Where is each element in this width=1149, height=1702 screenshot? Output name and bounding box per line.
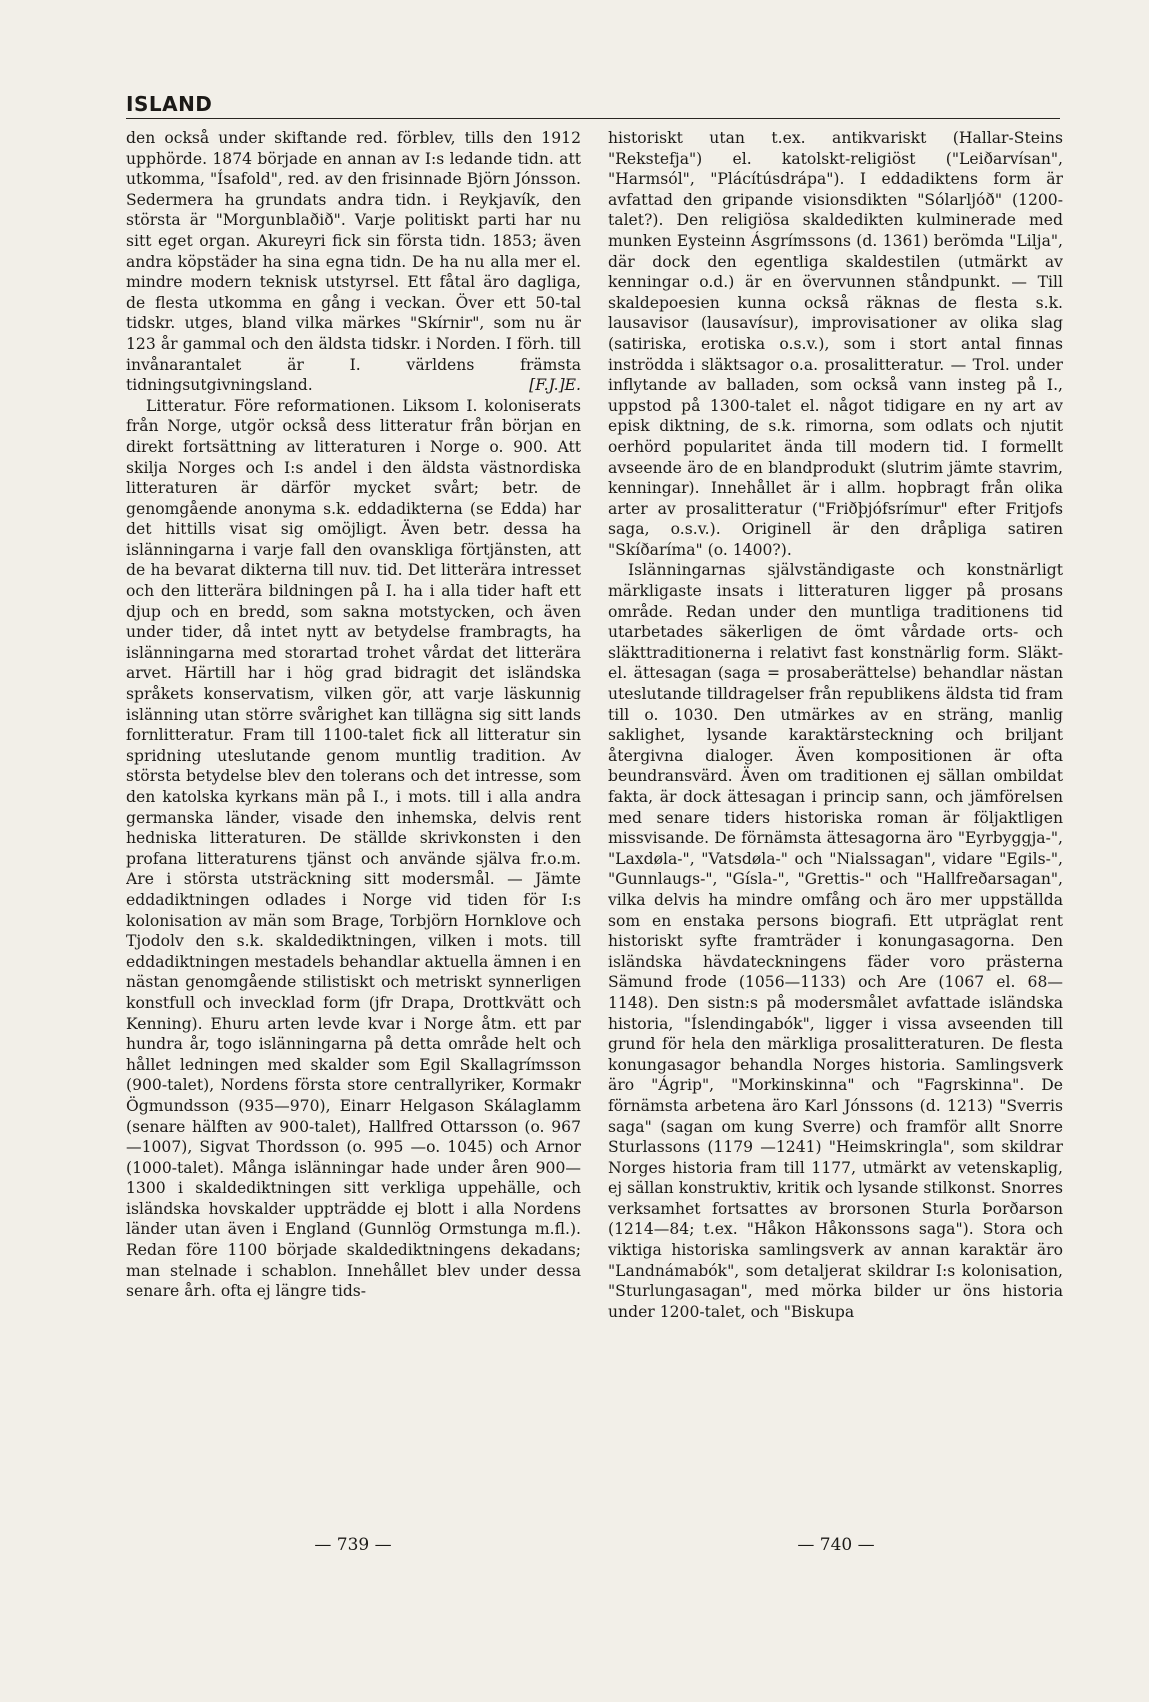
paragraph — [126, 128, 581, 396]
paragraph: historiskt utan t.ex. antikvariskt (Hallar-Steins "Rekstefja") el. katolskt-religiöst ("Leiðarvísan", "Harmsól", "Plácítúsdrápa"). I eddadiktens form är avfattad den gripande visionsdikten "Sólarljóð" (1200-talet?). Den religiösa skaldedikten kulminerade med munken Eysteinn Ásgrímssons (d. 1361) berömda "Lilja", där dock den egentliga skaldestilen (utmärkt av kenningar o.d.) är en övervunnen ståndpunkt. — Till skaldepoesien kunna också räknas de flesta s.k. lausavisor (lausavísur), improvisationer av olika slag (satiriska, erotiska o.s.v.), som i stort antal finnas inströdda i släktsagor o.a. prosalitteratur. — Trol. under inflytande av balladen, som också vann insteg på I., uppstod på 1300-talet el. något tidigare en ny art av episk diktning, de s.k. rimorna, som odlats och njutit oerhörd popularitet ända till modern tid. I formellt avseende äro de en blandprodukt (slutrim jämte stavrim, kenningar). Innehållet är i allm. hopbragt från olika arter av prosalitteratur ("Friðþjófsrímur" efter Fritjofs saga, o.s.v.). Originell är den dråpliga satiren "Skíðaríma" (o. 1400?). — [608, 129, 1063, 559]
left-column — [126, 128, 581, 1528]
header-title: ISLAND — [126, 92, 213, 116]
page-number-right: — 740 — — [797, 1535, 875, 1555]
right-column — [608, 128, 1063, 1528]
paragraph-text: den också under skiftande red. förblev, tills den 1912 upphörde. 1874 började en annan av I:s ledande tidn. att utkomma, "Ísafold", red. av den frisinnade Björn Jónsson. Sedermera ha grundats andra tidn. i Reykjavík, den största är "Morgunblaðið". Varje politiskt parti har nu sitt eget organ. Akureyri fick sin första tidn. 1853; även andra köpstäder ha sina egna tidn. De ha nu alla mer el. mindre modern teknisk utstyrsel. Ett fåtal äro dagliga, de flesta utkomma en gång i veckan. Över ett 50-tal tidskr. utges, bland vilka märkes "Skírnir", som nu är 123 år gammal och den äldsta tidskr. i Norden. I förh. till invånarantalet är I. världens främsta tidningsutgivningsland. — [126, 129, 581, 395]
author-signature: [F.J.]E. — [529, 376, 581, 395]
page-number-left: — 739 — — [314, 1535, 392, 1555]
running-header — [126, 88, 1060, 119]
paragraph: Islänningarnas självständigaste och konstnärligt märkligaste insats i litteraturen ligger på prosans område. Redan under den muntliga traditionens tid utarbetades säkerligen de ömt vårdade orts- och släkttraditionerna i relativt fast konstnärlig form. Släkt- el. ättesagan (saga = prosaberättelse) behandlar nästan uteslutande tilldragelser från republikens äldsta tid fram till o. 1030. Den utmärkes av en sträng, manlig saklighet, lysande karaktärsteckning och briljant återgivna dialoger. Även kompositionen är ofta beundransvärd. Även om traditionen ej sällan ombildat fakta, är dock ättesagan i princip sann, och jämförelsen med senare tiders historiska roman är följaktligen missvisande. De förnämsta ättesagorna äro "Eyrbyggja-", "Laxdøla-", "Vatsdøla-" och "Nialssagan", vidare "Egils-", "Gunnlaugs-", "Gísla-", "Grettis-" och "Hallfreðarsagan", vilka delvis ha mindre omfång och äro mer uppställda som en enstaka persons biografi. Ett utpräglat rent historiskt syfte framträder i konungasagorna. Den isländska hävdateckningens fäder voro prästerna Sämund frode (1056—1133) och Are (1067 el. 68—1148). Den sistn:s på modersmålet avfattade isländska historia, "Íslendingabók", ligger i vissa avseenden till grund för hela den märkliga prosalitteraturen. De flesta konungasagor behandla Norges historia. Samlingsverk äro "Ágrip", "Morkinskinna" och "Fagrskinna". De förnämsta arbetena äro Karl Jónssons (d. 1213) "Sverris saga" (sagan om kung Sverre) och framför allt Snorre Sturlassons (1179 —1241) "Heimskringla", som skildrar Norges historia fram till 1177, utmärkt av vetenskaplig, ej sällan konstruktiv, kritik och lysande stilkonst. Snorres verksamhet fortsattes av brorsonen Sturla Þorðarson (1214—84; t.ex. "Håkon Håkonssons saga"). Stora och viktiga historiska samlingsverk av annan karaktär äro "Landnámabók", som detaljerat skildrar I:s kolonisation, "Sturlungasagan", med mörka bilder ur öns historia under 1200-talet, och "Biskupa — [608, 561, 1063, 1321]
paragraph: Litteratur. Före reformationen. Liksom I. koloniserats från Norge, utgör också dess litteratur från början en direkt fortsättning av litteraturen i Norge o. 900. Att skilja Norges och I:s andel i den äldsta västnordiska litteraturen är därför mycket svårt; betr. de genomgående anonyma s.k. eddadikterna (se Edda) har det hittills visat sig omöjligt. Även betr. dessa ha islänningarna i varje fall den ovanskliga förtjänsten, att de ha bevarat dikterna till nuv. tid. Det litterära intresset och den litterära bildningen på I. ha i alla tider haft ett djup och en bredd, som sakna motstycken, och även under tider, då intet nytt av betydelse frambragts, ha islänningarna med storartad trohet vårdat det litterära arvet. Härtill har i hög grad bidragit det isländska språkets konservatism, vilken gör, att varje läskunnig islänning utan större svårighet kan tillägna sig sitt lands fornlitteratur. Fram till 1100-talet fick all litteratur sin spridning uteslutande genom muntlig tradition. Av största betydelse blev den tolerans och det intresse, som den katolska kyrkans män på I., i mots. till i alla andra germanska länder, visade den inhemska, delvis rent hedniska litteraturen. De ställde skrivkonsten i den profana litteraturens tjänst och använde själva fr.o.m. Are i största utsträckning sitt modersmål. — Jämte eddadiktningen odlades i Norge vid tiden för I:s kolonisation av män som Brage, Torbjörn Hornklove och Tjodolv den s.k. skaldediktningen, vilken i mots. till eddadiktningen mestadels behandlar aktuella ämnen i en nästan genomgående stilistiskt och metriskt synnerligen konstfull och invecklad form (jfr Drapa, Drottkvätt och Kenning). Ehuru arten levde kvar i Norge åtm. ett par hundra år, togo islänningarna på detta område helt och hållet ledningen med skalder som Egil Skallagrímsson (900-talet), Nordens första store centrallyriker, Kormakr Ögmundsson (935—970), Einarr Helgason Skálaglamm (senare hälften av 900-talet), Hallfred Ottarsson (o. 967—1007), Sigvat Thordsson (o. 995 —o. 1045) och Arnor (1000-talet). Många islänningar hade under åren 900—1300 i skaldediktningen sitt verkliga uppehälle, och isländska hovskalder uppträdde ej blott i alla Nordens länder utan även i England (Gunnlög Ormstunga m.fl.). Redan före 1100 började skaldediktningens dekadans; man stelnade i schablon. Innehållet blev under dessa senare årh. ofta ej längre tids- — [126, 396, 581, 1301]
